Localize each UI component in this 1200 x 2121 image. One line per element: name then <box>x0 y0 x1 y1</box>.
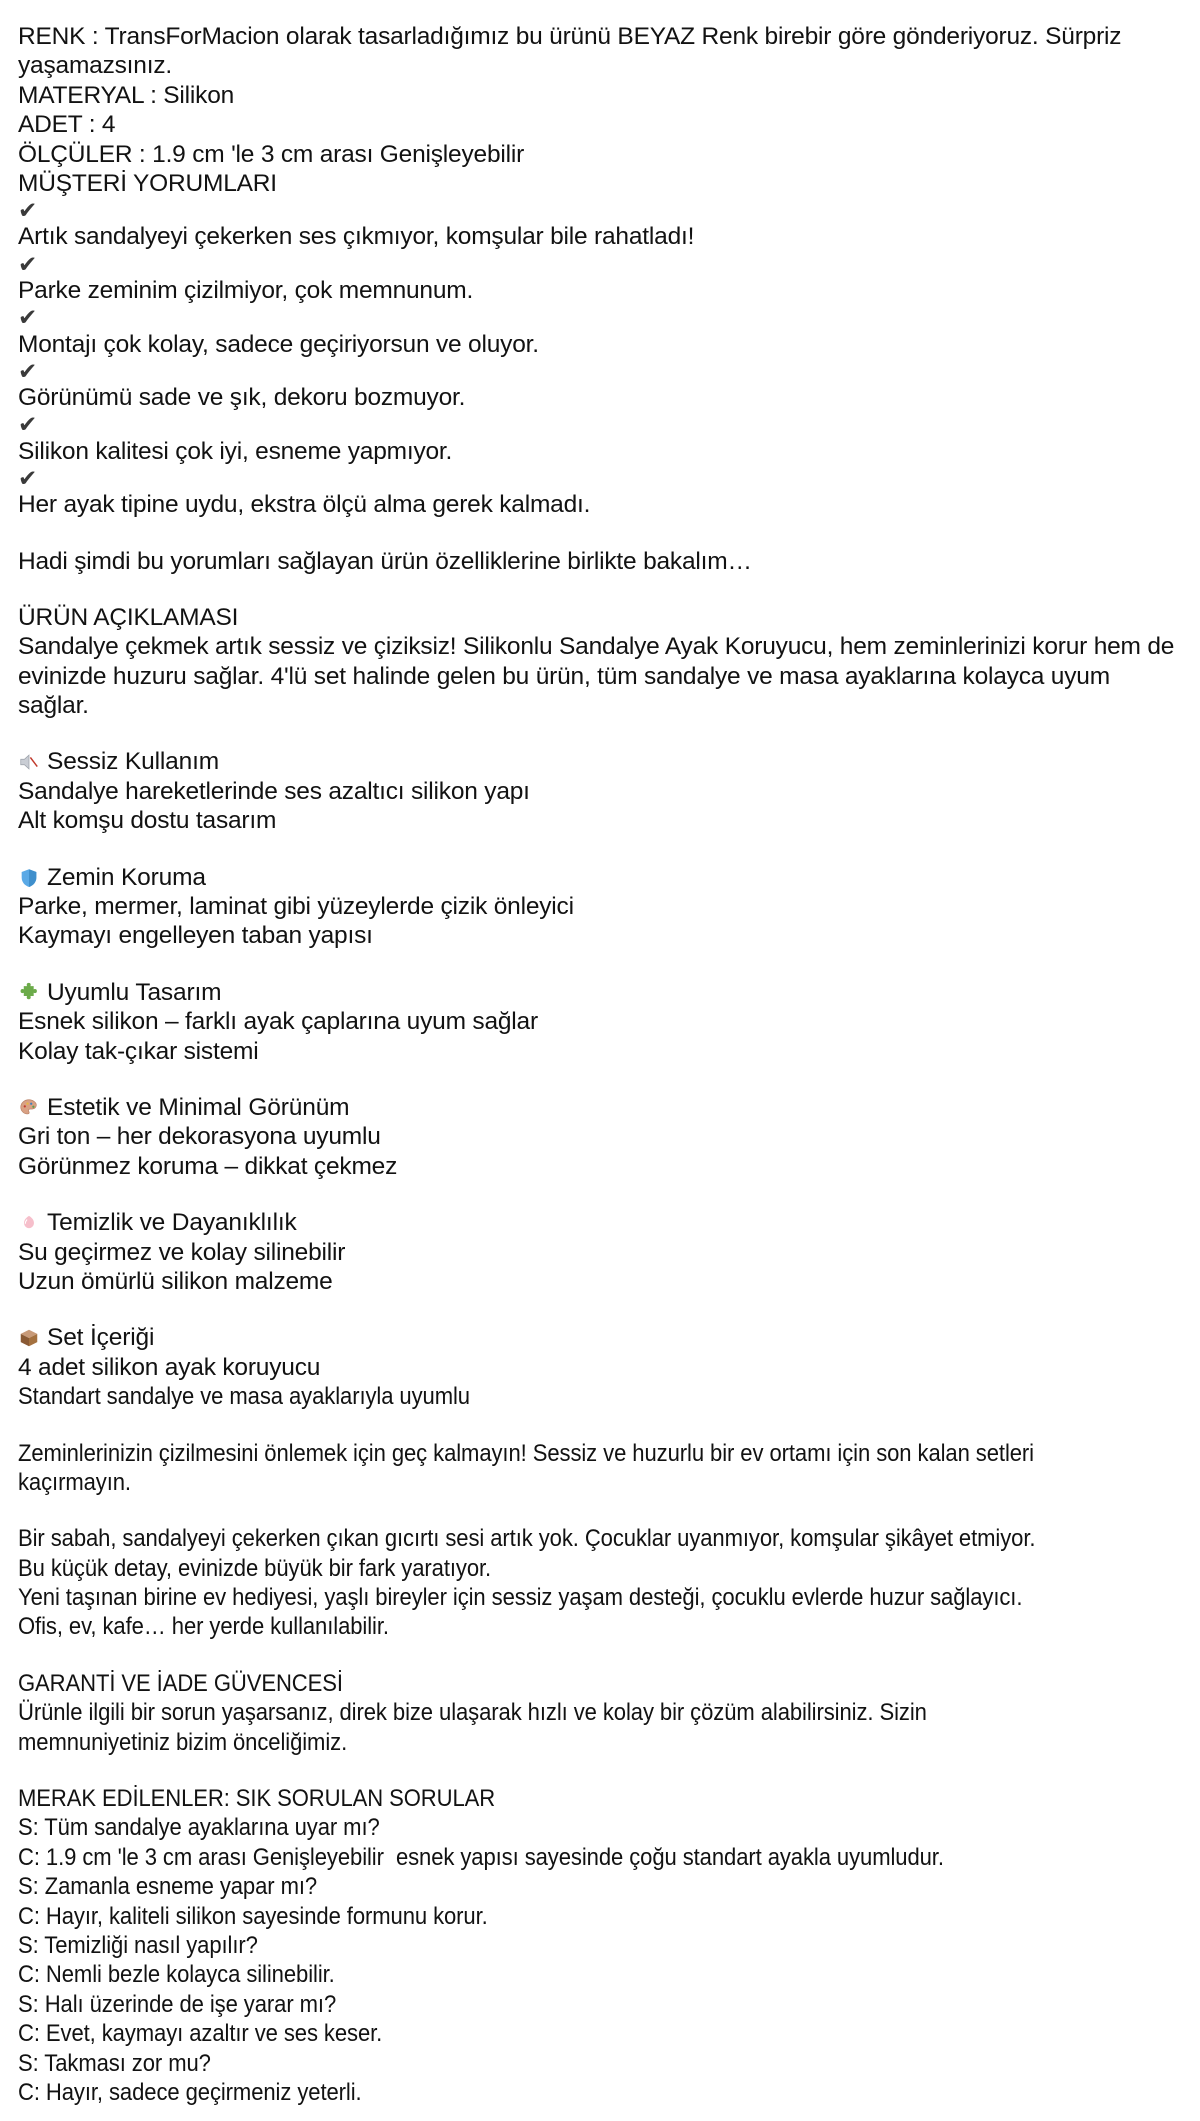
feature-detail: Görünmez koruma – dikkat çekmez <box>18 1152 398 1180</box>
check-icon: ✔ <box>18 411 38 438</box>
upper-section <box>18 22 1182 1382</box>
check-icon: ✔ <box>18 304 38 331</box>
cta-paragraph: Zeminlerinizin çizilmesini önlemek için geç kalmayın! Sessiz ve huzurlu bir ev ortamı için son kalan setleri kaçırmayın. <box>18 1439 1041 1496</box>
faq-answer: C: Evet, kaymayı azaltır ve ses keser. <box>18 2020 383 2048</box>
feature-detail: Esnek silikon – farklı ayak çaplarına uyum sağlar <box>18 1008 538 1036</box>
feature-title: Uyumlu Tasarım <box>47 978 222 1006</box>
review-item: Her ayak tipine uydu, ekstra ölçü alma gerek kalmadı. <box>18 491 591 519</box>
feature-detail: Parke, mermer, laminat gibi yüzeylerde çizik önleyici <box>18 893 574 921</box>
faq-question: S: Temizliği nasıl yapılır? <box>18 1931 258 1959</box>
warranty-body: Ürünle ilgili bir sorun yaşarsanız, direk bize ulaşarak hızlı ve kolay bir çözüm alabilirsiniz. Sizin memnuniyetiniz bizim önceliğimiz. <box>18 1699 933 1756</box>
feature-title-row <box>18 863 1182 892</box>
feature-detail: 4 adet silikon ayak koruyucu <box>18 1353 321 1381</box>
faq-answer: C: Hayır, sadece geçirmeniz yeterli. <box>18 2078 362 2106</box>
feature-title: Zemin Koruma <box>47 863 206 891</box>
check-icon: ✔ <box>18 357 38 384</box>
story-paragraph: Bir sabah, sandalyeyi çekerken çıkan gıcırtı sesi artık yok. Çocuklar uyanmıyor, komşular şikâyet etmiyor. Bu küçük detay, evinizde büyük bir fark yaratıyor. <box>18 1525 1042 1582</box>
feature-detail: Su geçirmez ve kolay silinebilir <box>18 1238 346 1266</box>
check-icon: ✔ <box>18 465 38 491</box>
warranty-heading: GARANTİ VE İADE GÜVENCESİ <box>18 1669 343 1697</box>
spacer <box>18 1497 1182 1524</box>
faq-answer: C: Nemli bezle kolayca silinebilir. <box>18 1961 335 1989</box>
shield-icon <box>18 867 40 889</box>
spacer <box>18 1066 1182 1093</box>
faq-question: S: Tüm sandalye ayaklarına uyar mı? <box>18 1814 380 1842</box>
customer-reviews-heading: MÜŞTERİ YORUMLARI <box>18 169 277 197</box>
feature-title-row <box>18 1208 1182 1237</box>
faq-answer: C: 1.9 cm 'le 3 cm arası Genişleyebilir esnek yapısı sayesinde çoğu standart ayakla uyumludur. <box>18 1843 944 1871</box>
faq-answer: C: Hayır, kaliteli silikon sayesinde formunu korur. <box>18 1902 488 1930</box>
feature-title-row <box>18 1323 1182 1352</box>
artist-palette-icon <box>18 1097 40 1119</box>
spacer <box>18 1757 1182 1784</box>
review-item: Parke zeminim çizilmiyor, çok memnunum. <box>18 277 474 305</box>
spacer <box>18 951 1182 978</box>
spec-quantity: ADET : 4 <box>18 111 116 139</box>
feature-detail: Alt komşu dostu tasarım <box>18 807 277 835</box>
feature-title: Sessiz Kullanım <box>47 748 220 776</box>
feature-detail: Kolay tak-çıkar sistemi <box>18 1037 259 1065</box>
spacer <box>18 1642 1182 1669</box>
spec-dimensions: ÖLÇÜLER : 1.9 cm 'le 3 cm arası Genişleyebilir <box>18 140 525 168</box>
story-paragraph: Yeni taşınan birine ev hediyesi, yaşlı bireyler için sessiz yaşam desteği, çocuklu evlerde huzur sağlayıcı. Ofis, ev, kafe… her yerde kullanılabilir. <box>18 1584 1029 1641</box>
spacer <box>18 720 1182 747</box>
spec-material: MATERYAL : Silikon <box>18 81 235 109</box>
review-item: Artık sandalyeyi çekerken ses çıkmıyor, komşular bile rahatladı! <box>18 223 695 251</box>
package-box-icon <box>18 1327 40 1349</box>
feature-detail: Kaymayı engelleyen taban yapısı <box>18 922 373 950</box>
spacer <box>18 1181 1182 1208</box>
feature-title: Estetik ve Minimal Görünüm <box>47 1094 350 1121</box>
feature-detail: Standart sandalye ve masa ayaklarıyla uyumlu <box>18 1383 470 1411</box>
review-item: Görünümü sade ve şık, dekoru bozmuyor. <box>18 384 466 412</box>
spacer <box>18 1412 1182 1439</box>
review-item: Silikon kalitesi çok iyi, esneme yapmıyor. <box>18 437 453 465</box>
spacer <box>18 1296 1182 1323</box>
feature-title-row <box>18 1093 1182 1122</box>
spacer <box>18 576 1182 603</box>
spacer <box>18 836 1182 863</box>
feature-detail: Gri ton – her dekorasyona uyumlu <box>18 1123 381 1151</box>
check-icon: ✔ <box>18 197 38 224</box>
spacer <box>18 520 1182 547</box>
muted-speaker-icon <box>18 751 40 773</box>
review-item: Montajı çok kolay, sadece geçiriyorsun ve oluyor. <box>18 330 539 358</box>
faq-question: S: Halı üzerinde de işe yarar mı? <box>18 1990 337 2018</box>
transition-line: Hadi şimdi bu yorumları sağlayan ürün özelliklerine birlikte bakalım… <box>18 547 752 575</box>
faq-heading: MERAK EDİLENLER: SIK SORULAN SORULAR <box>18 1785 496 1813</box>
feature-detail: Uzun ömürlü silikon malzeme <box>18 1267 333 1295</box>
puzzle-piece-icon <box>18 982 40 1004</box>
feature-title: Temizlik ve Dayanıklılık <box>47 1209 297 1237</box>
spec-color: RENK : TransForMacion olarak tasarladığımız bu ürünü BEYAZ Renk birebir göre gönderiyoruz. Sürpriz yaşamazsınız. <box>18 23 1128 80</box>
description-document <box>18 22 1182 2107</box>
feature-detail: Sandalye hareketlerinde ses azaltıcı silikon yapı <box>18 777 530 805</box>
lower-section <box>18 1382 1182 2107</box>
description-heading: ÜRÜN AÇIKLAMASI <box>18 603 239 631</box>
feature-title: Set İçeriği <box>47 1324 155 1352</box>
check-icon: ✔ <box>18 250 38 277</box>
feature-title-row <box>18 978 1182 1007</box>
feature-title-row <box>18 747 1182 776</box>
faq-question: S: Zamanla esneme yapar mı? <box>18 1873 318 1901</box>
faq-question: S: Takması zor mu? <box>18 2049 211 2077</box>
description-body: Sandalye çekmek artık sessiz ve çiziksiz! Silikonlu Sandalye Ayak Koruyucu, hem zeminlerinizi korur hem de evinizde huzuru sağlar. 4'lü set halinde gelen bu ürün, tüm sandalye ve masa ayaklarına kolayca uyum sağlar. <box>18 633 1181 720</box>
soap-icon <box>18 1212 40 1234</box>
